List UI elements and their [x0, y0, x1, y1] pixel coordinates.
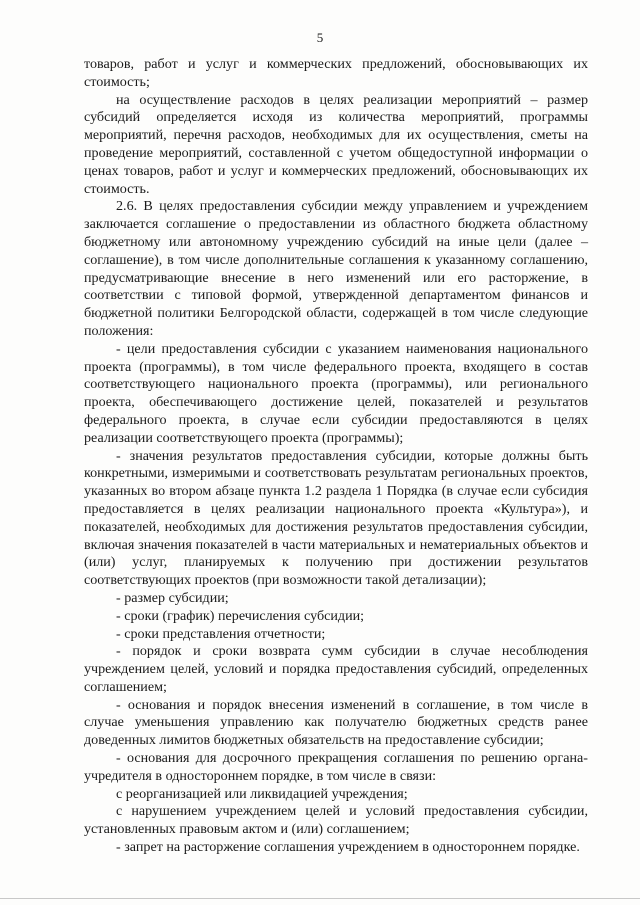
paragraph-2-6-agreement: 2.6. В целях предоставления субсидии между управлением и учреждением заключается соглашение о предоставлении из областного бюджета областному бюджетному или автономному учреждению субсидий на иные цели (далее – соглашение), в том числе дополнительные соглашения к указанному соглашению, предусматривающие внесение в него изменений или его расторжение, в соответствии с типовой формой, утвержденной департаментом финансов и бюджетной политики Белгородской области, содержащей в том числе следующие положения: [84, 198, 588, 339]
list-item-refund-procedure: - порядок и сроки возврата сумм субсидии в случае несоблюдения учреждением целей, условий и порядка предоставления субсидий, определенных соглашением; [84, 643, 588, 695]
list-item-goals: - цели предоставления субсидии с указанием наименования национального проекта (программы), в том числе федерального проекта, входящего в состав соответствующего национального проекта (программы), или регионального проекта, обеспечивающего достижение целей, показателей и результатов федерального проекта, в случае если субсидии предоставляются в целях реализации соответствующего проекта (программы); [84, 340, 588, 446]
sub-item-reorganization: с реорганизацией или ликвидацией учреждения; [116, 785, 408, 802]
paragraph-goods-continuation: товаров, работ и услуг и коммерческих предложений, обосновывающих их стоимость; [84, 56, 588, 90]
list-item-transfer-schedule: - сроки (график) перечисления субсидии; [116, 607, 365, 624]
list-item-subsidy-amount: - размер субсидии; [116, 589, 229, 606]
paragraph-events-expenses: на осуществление расходов в целях реализации мероприятий – размер субсидий определяется исходя из количества мероприятий, программы мероприятий, перечня расходов, необходимых для их осуществления, сметы на проведение мероприятий, составленной с учетом общедоступной информации о ценах товаров, работ и услуг и коммерческих предложений, обосновывающих их стоимость. [84, 91, 588, 197]
scan-edge-line [0, 898, 640, 899]
document-body [84, 56, 588, 857]
sub-item-violation: с нарушением учреждением целей и условий предоставления субсидии, установленных правовым актом и (или) соглашением; [84, 803, 588, 838]
list-item-reporting-deadlines: - сроки представления отчетности; [116, 625, 326, 642]
list-item-amendment-grounds: - основания и порядок внесения изменений в соглашение, в том числе в случае уменьшения управлению как получателю бюджетных средств ранее доведенных лимитов бюджетных обязательств на предоставление субсидии; [84, 696, 588, 749]
page-number: 5 [316, 30, 324, 45]
list-item-termination-ban: - запрет на расторжение соглашения учреждением в одностороннем порядке. [116, 839, 580, 856]
list-item-early-termination: - основания для досрочного прекращения соглашения по решению органа-учредителя в одностороннем порядке, в том числе в связи: [84, 750, 588, 784]
list-item-results: - значения результатов предоставления субсидии, которые должны быть конкретными, измеримыми и соответствовать результатам региональных проектов, указанных во втором абзаце пункта 1.2 раздела 1 Порядка (в случае если субсидия предоставляется в целях реализации национального проекта «Культура»), и показателей, необходимых для достижения результатов предоставления субсидии, включая значения показателей в части материальных и нематериальных объектов и (или) услуг, планируемых к получению при достижении результатов соответствующих проектов (при возможности такой детализации); [84, 447, 588, 589]
